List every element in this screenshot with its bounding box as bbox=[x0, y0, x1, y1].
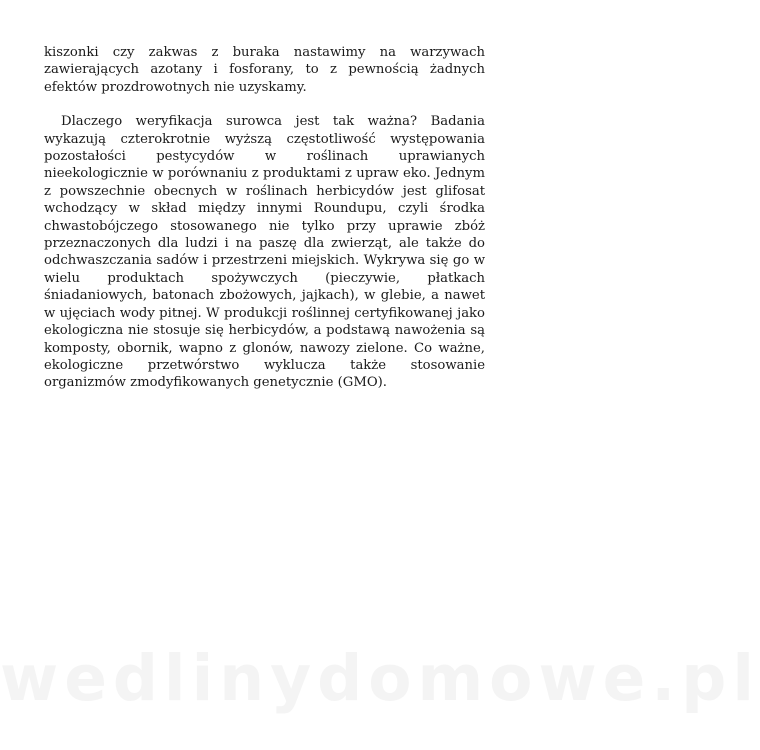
body-text bbox=[44, 44, 485, 392]
paragraph-verification: Dlaczego weryfikacja surowca jest tak ważna? Badania wykazują czterokrotnie wyższą częstotliwość występowania pozostałości pestycydów w roślinach uprawianych nieekologicznie w porównaniu z produktami z upraw eko. Jednym z powszechnie obecnych w roślinach herbicydów jest glifosat wchodzący w skład między innymi Roundupu, czyli środka chwastobójczego stosowanego nie tylko przy uprawie zbóż przeznaczonych dla ludzi i na paszę dla zwierząt, ale także do odchwaszczania sadów i przestrzeni miejskich. Wykrywa się go w wielu produktach spożywczych (pieczywie, płatkach śniadaniowych, batonach zbożowych, jajkach), w glebie, a nawet w ujęciach wody pitnej. W produkcji roślinnej certyfikowanej jako ekologiczna nie stosuje się herbicydów, a podstawą nawożenia są komposty, obornik, wapno z glonów, nawozy zielone. Co ważne, ekologiczne przetwórstwo wyklucza także stosowanie organizmów zmodyfikowanych genetycznie (GMO). bbox=[44, 114, 485, 391]
paragraph-continuation: kiszonki czy zakwas z buraka nastawimy na warzywach zawierających azotany i fosforany, to z pewnością żadnych efektów prozdrowotnych nie uzyskamy. bbox=[44, 45, 485, 95]
watermark: wedlinydomowe.pl bbox=[0, 642, 760, 715]
